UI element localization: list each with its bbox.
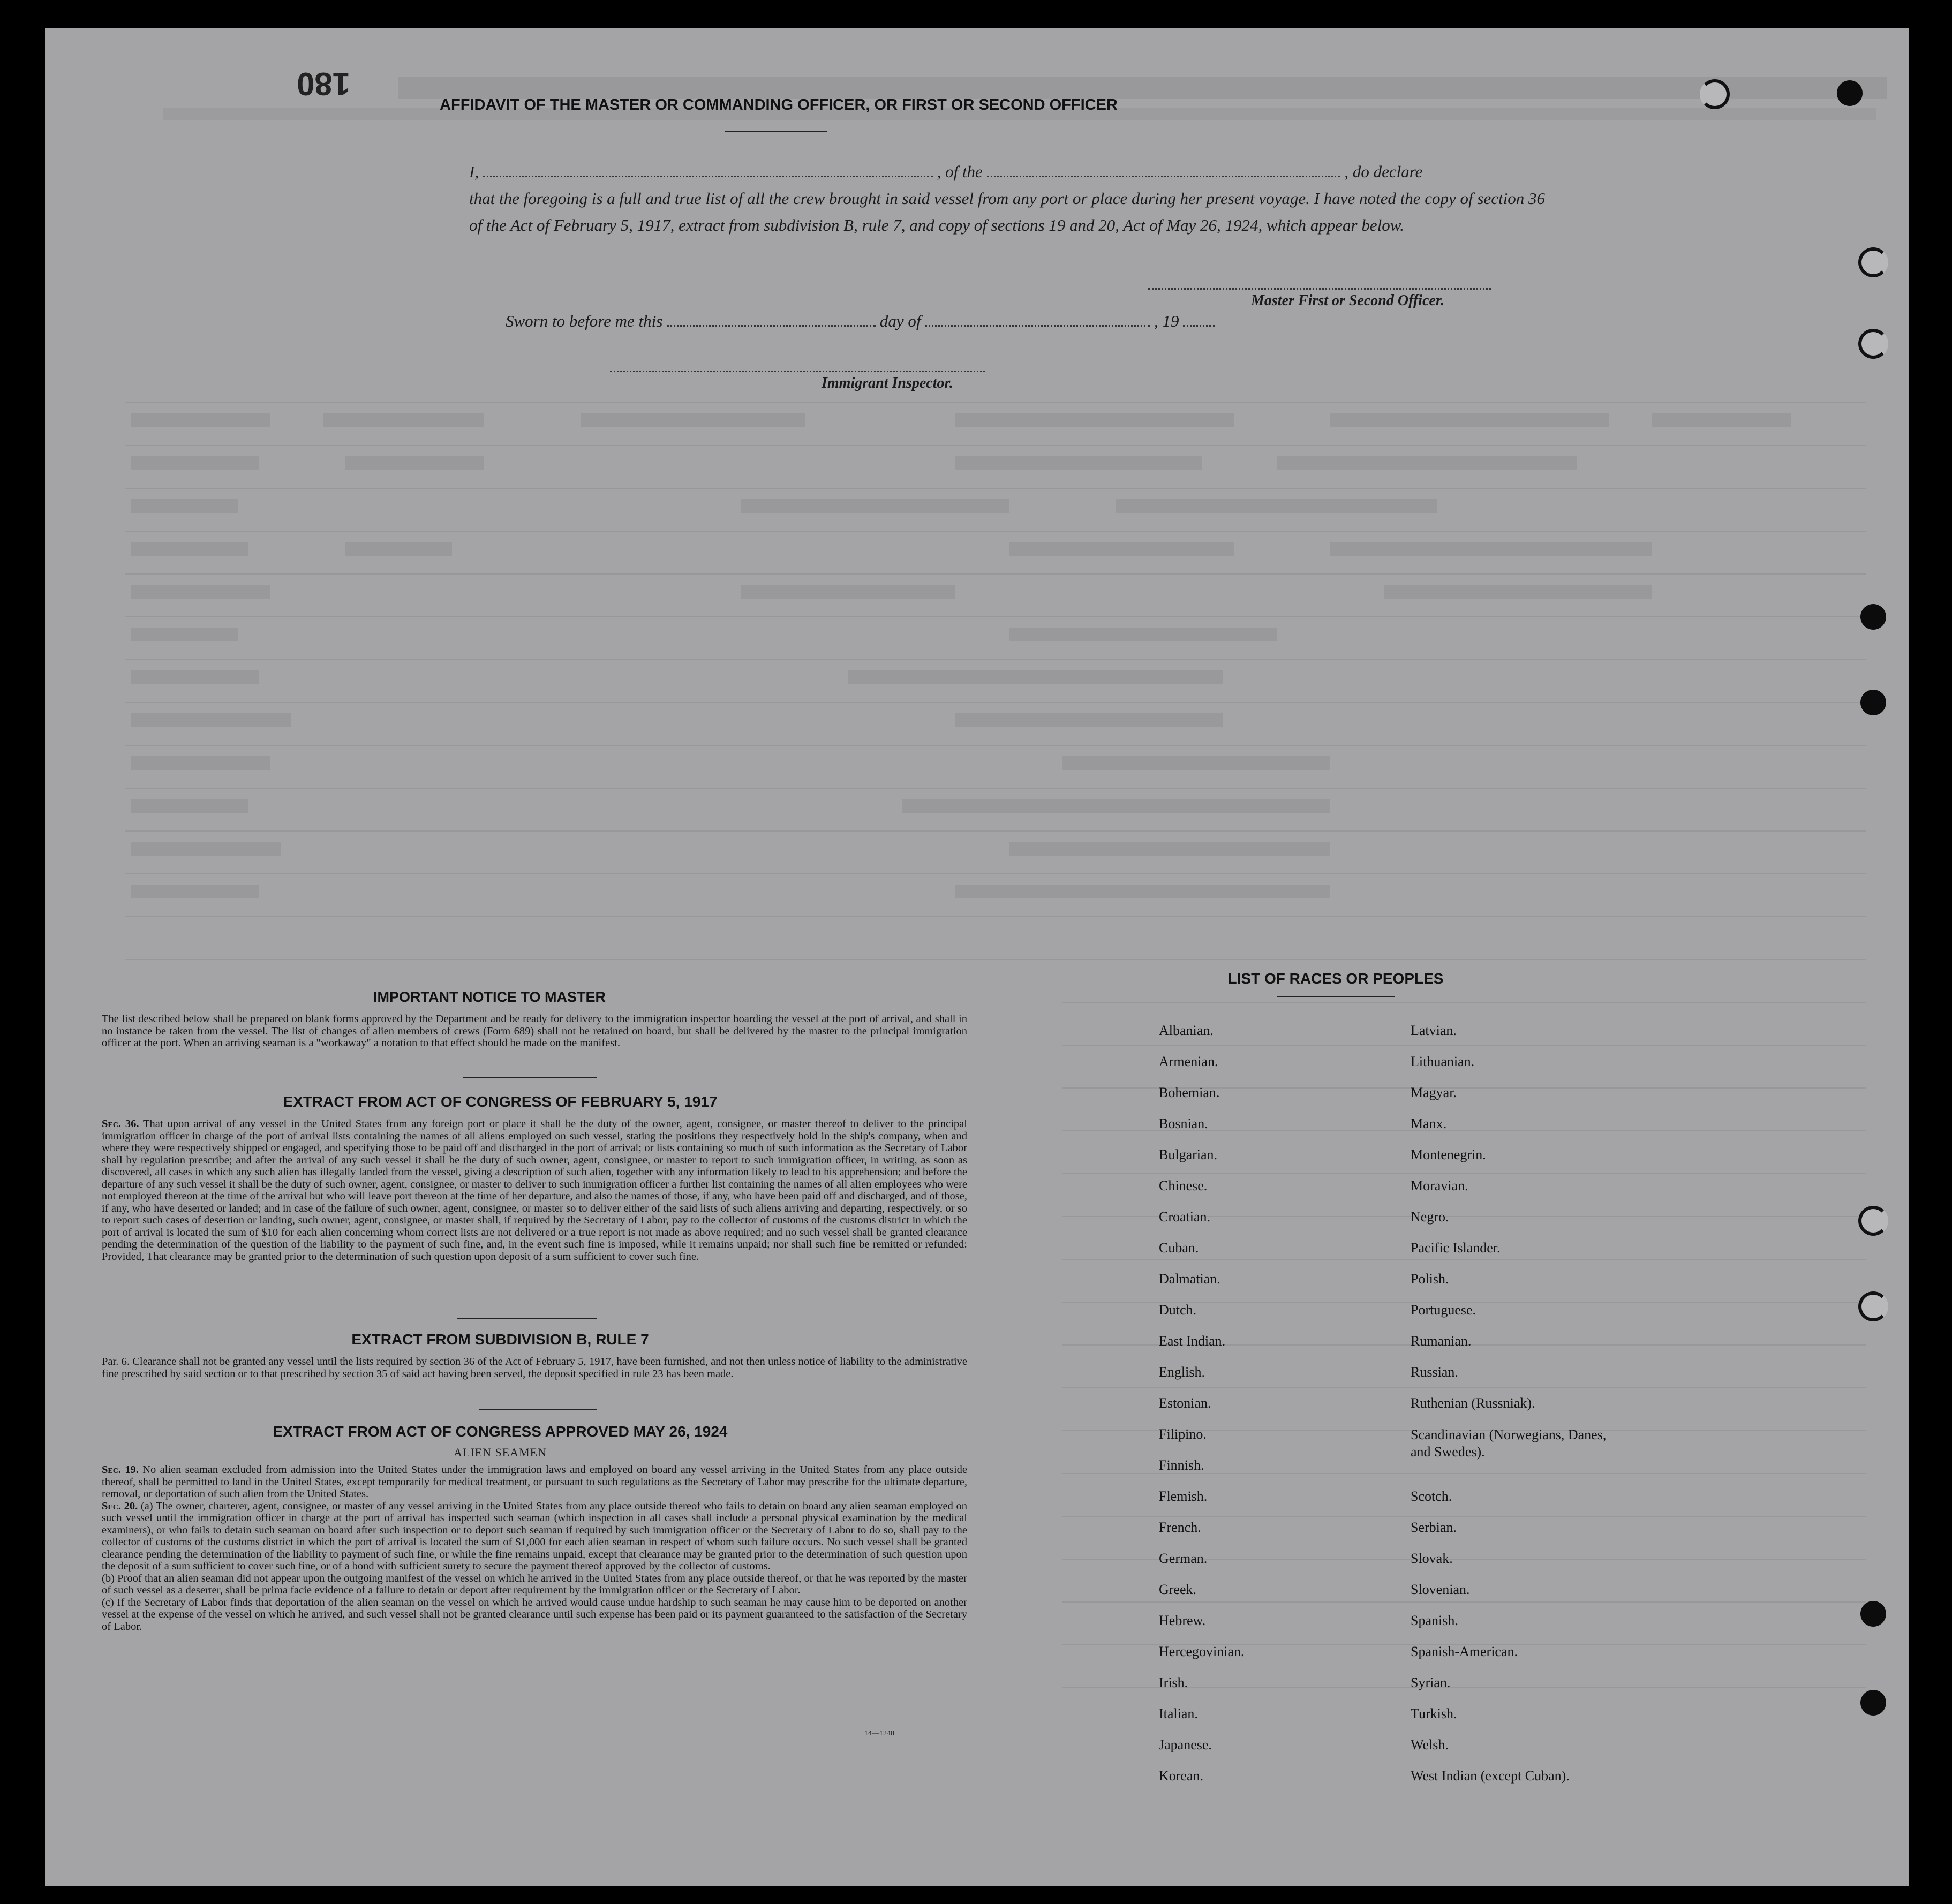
- race-item: Greek.: [1159, 1582, 1197, 1597]
- race-item: Portuguese.: [1411, 1302, 1476, 1318]
- vessel-name-field[interactable]: [987, 176, 1340, 177]
- sworn-month-field[interactable]: [925, 325, 1150, 327]
- race-item: Spanish.: [1411, 1613, 1458, 1628]
- extract-1924-text: [102, 1464, 967, 1633]
- race-item: Estonian.: [1159, 1395, 1211, 1411]
- master-signature-label: Master First or Second Officer.: [1251, 292, 1445, 309]
- declarant-name-field[interactable]: [483, 176, 933, 177]
- extract-1917-text: [102, 1118, 967, 1263]
- section-divider: [463, 1077, 597, 1078]
- race-item: Slovenian.: [1411, 1582, 1470, 1597]
- race-item: Ruthenian (Russniak).: [1411, 1395, 1535, 1411]
- year-prefix: , 19: [1154, 312, 1179, 330]
- race-item: Pacific Islander.: [1411, 1240, 1501, 1256]
- section-divider: [479, 1409, 597, 1410]
- notice-text: The list described below shall be prepared on blank forms approved by the Department and be ready for delivery to the immigration inspector boarding the vessel at the port of arrival, and shall in no instance be taken from the vessel. The list of changes of alien members of crews (Form 689) shall not be retained on board, but shall be delivered by the master to the principal immigration officer at the port. When an arriving seaman is a "workaway" a notation to that effect should be made on the manifest.: [102, 1013, 967, 1049]
- notice-title: IMPORTANT NOTICE TO MASTER: [373, 989, 606, 1005]
- race-item: Moravian.: [1411, 1178, 1468, 1193]
- sec-20a-paragraph: [102, 1500, 967, 1573]
- race-item: Armenian.: [1159, 1054, 1218, 1069]
- sworn-year-field[interactable]: [1183, 325, 1215, 327]
- sworn-line: [506, 312, 1215, 331]
- page-number: 180: [297, 66, 351, 102]
- title-underline: [725, 131, 827, 132]
- race-item: Polish.: [1411, 1271, 1449, 1287]
- sec-36-body: That upon arrival of any vessel in the United States from any foreign port or place it shall be the duty of the owner, agent, consignee, or master thereof to deliver to the principal immigration officer in charge of the port of arrival lists containing the names of all aliens employed on such vessel, stating the positions they respectively hold in the ship's company, when and where they were respectively shipped or engaged, and specifying those to be paid off and discharged in the port of arrival; or lists containing so much of such information as the Secretary of Labor shall by regulation prescribe; and after the arrival of any such vessel it shall be the duty of such owner, agent, consignee, or master to report to such immigration officer, in writing, as soon as discovered, all cases in which any such alien has illegally landed from the vessel, giving a description of such alien, together with any information likely to lead to his apprehension; and before the departure of any such vessel it shall be the duty of such owner, agent, consignee, or master to deliver to such immigration officer a further list containing the names of all alien employees who were not employed thereon at the time of the arrival but who will leave port thereon at the time of her departure, and also the names of those, if any, who have been paid off and discharged, and of those, if any, who have deserted or landed; and in case of the failure of such owner, agent, consignee, or master so to deliver either of the said lists of such aliens arriving and departing, respectively, or so to report such cases of desertion or landing, such owner, agent, consignee, or master shall, if required by the Secretary of Labor, pay to the collector of customs of the customs district in which the port of arrival is located the sum of $10 for each alien concerning whom correct lists are not delivered or a true report is not made as above required; and no such vessel shall be granted clearance pending the determination of the question of the liability to the payment of such fine, and, in the event such fine is imposed, while it remains unpaid; nor shall such fine be remitted or refunded: Provided, That clearance may be granted prior to the determination of such question upon deposit of a sum sufficient to cover such fine.: [102, 1118, 967, 1263]
- extract-1924-subtitle: ALIEN SEAMEN: [454, 1446, 547, 1459]
- race-item: Slovak.: [1411, 1551, 1453, 1566]
- declare-suffix: , do declare: [1344, 162, 1423, 181]
- race-item: Irish.: [1159, 1675, 1188, 1690]
- race-item: Hercegovinian.: [1159, 1644, 1245, 1659]
- punch-hole-icon: [1860, 1601, 1886, 1627]
- master-signature-line[interactable]: [1148, 288, 1491, 291]
- extract-1917-title: EXTRACT FROM ACT OF CONGRESS OF FEBRUARY 5, 1917: [283, 1093, 718, 1110]
- extract-rule7-title: EXTRACT FROM SUBDIVISION B, RULE 7: [351, 1331, 649, 1348]
- sworn-date-field[interactable]: [667, 325, 876, 327]
- declaration-line: [469, 158, 1562, 185]
- race-item: Manx.: [1411, 1116, 1447, 1131]
- declaration-body: that the foregoing is a full and true list of all the crew brought in said vessel from any port or place during her present voyage. I have noted the copy of section 36 of the Act of February 5, 1917, extract from subdivision B, rule 7, and copy of sections 19 and 20, Act of May 26, 1924, which appear below.: [469, 189, 1545, 235]
- race-item: Turkish.: [1411, 1706, 1457, 1721]
- race-item: East Indian.: [1159, 1333, 1226, 1349]
- race-item: Serbian.: [1411, 1520, 1457, 1535]
- race-item: German.: [1159, 1551, 1208, 1566]
- declarant-prefix: I,: [469, 162, 479, 181]
- race-item: Welsh.: [1411, 1737, 1449, 1752]
- race-item: Scotch.: [1411, 1489, 1452, 1504]
- punch-hole-icon: [1837, 80, 1863, 106]
- sec-19-paragraph: [102, 1464, 967, 1500]
- race-item: Japanese.: [1159, 1737, 1212, 1752]
- race-item: Dalmatian.: [1159, 1271, 1220, 1287]
- inspector-signature-label: Immigrant Inspector.: [822, 375, 953, 391]
- race-item: Magyar.: [1411, 1085, 1457, 1100]
- day-of-label: day of: [879, 312, 921, 330]
- race-item: Montenegrin.: [1411, 1147, 1486, 1162]
- race-item: Syrian.: [1411, 1675, 1451, 1690]
- race-item: English.: [1159, 1364, 1205, 1380]
- race-item: Bohemian.: [1159, 1085, 1220, 1100]
- document-sheet: [45, 28, 1909, 1886]
- race-item: Italian.: [1159, 1706, 1198, 1721]
- punch-hole-icon: [1860, 690, 1886, 715]
- race-item: Cuban.: [1159, 1240, 1199, 1256]
- punch-hole-icon: [1858, 247, 1888, 277]
- affidavit-declaration: [469, 158, 1562, 239]
- race-item: Latvian.: [1411, 1023, 1457, 1038]
- punch-hole-icon: [1860, 604, 1886, 630]
- race-item: Korean.: [1159, 1768, 1204, 1784]
- sec-19-body: No alien seaman excluded from admission into the United States under the immigration laws and employed on board any vessel arriving in the United States from any place outside thereof, shall be permitted to land in the United States, except temporarily for medical treatment, or pursuant to such regulations as the Secretary of Labor may prescribe for the ultimate departure, removal, or deportation of such alien from the United States.: [102, 1464, 967, 1500]
- race-item: Russian.: [1411, 1364, 1458, 1380]
- punch-hole-icon: [1700, 79, 1730, 109]
- extract-rule7-text: Par. 6. Clearance shall not be granted any vessel until the lists required by section 36 of the Act of February 5, 1917, have been furnished, and not then unless notice of liability to the administrative fine prescribed by said section or to that prescribed by section 35 of said act having been served, the deposit specified in rule 23 has been made.: [102, 1356, 967, 1380]
- sec-20b-paragraph: (b) Proof that an alien seaman did not appear upon the outgoing manifest of the vessel on which he arrived in the United States from any place outside thereof, or that he was reported by the master of such vessel as a deserter, shall be prima facie evidence of a failure to detain or deport after requirement by the immigration officer or the Secretary of Labor.: [102, 1572, 967, 1596]
- races-title: LIST OF RACES OR PEOPLES: [1227, 970, 1444, 987]
- race-item: Spanish-American.: [1411, 1644, 1518, 1659]
- sec-19-label: Sec. 19.: [102, 1464, 139, 1476]
- race-item: Albanian.: [1159, 1023, 1214, 1038]
- affidavit-title: AFFIDAVIT OF THE MASTER OR COMMANDING OFFICER, OR FIRST OR SECOND OFFICER: [440, 96, 1118, 114]
- race-item: Flemish.: [1159, 1489, 1208, 1504]
- races-underline: [1277, 996, 1395, 997]
- vessel-prefix: , of the: [937, 162, 983, 181]
- race-item: Lithuanian.: [1411, 1054, 1475, 1069]
- section-divider: [457, 1318, 597, 1319]
- race-item: Rumanian.: [1411, 1333, 1472, 1349]
- sec-20-label: Sec. 20.: [102, 1500, 138, 1512]
- race-item: French.: [1159, 1520, 1201, 1535]
- race-item: Filipino.: [1159, 1426, 1207, 1442]
- inspector-signature-line[interactable]: [610, 371, 985, 373]
- sworn-prefix: Sworn to before me this: [506, 312, 663, 330]
- punch-hole-icon: [1858, 1291, 1888, 1321]
- punch-hole-icon: [1860, 1690, 1886, 1716]
- punch-hole-icon: [1858, 1206, 1888, 1236]
- sec-20a-body: (a) The owner, charterer, agent, consignee, or master of any vessel arriving in the United States from any place outside thereof who fails to detain on board any alien seaman employed on such vessel until the immigration officer in charge at the port of arrival has inspected such seaman (which inspection in all cases shall include a personal physical examination by the medical examiners), or who fails to detain such seaman on board after such inspection or to deport such seaman if required by such immigration officer or the Secretary of Labor to do so, shall pay to the collector of customs of the customs district in which the port of arrival is located the sum of $1,000 for each alien seaman in respect of whom such failure occurs. No such vessel shall be granted clearance pending the determination of the liability to payment of such fine, or while the fine remains unpaid, except that clearance may be granted prior to the determination of such question upon the deposit of a sum sufficient to cover such fine, or of a bond with sufficient surety to secure the payment thereof approved by the collector of customs.: [102, 1500, 967, 1572]
- form-code: 14—1240: [864, 1729, 894, 1737]
- sec-20c-paragraph: (c) If the Secretary of Labor finds that deportation of the alien seaman on the vessel on which he arrived would cause undue hardship to such seaman he may cause him to be deported on another vessel at the expense of the vessel on which he arrived, and such vessel shall not be granted clearance until such expense has been paid or its payment guaranteed to the satisfaction of the Secretary of Labor.: [102, 1596, 967, 1633]
- race-item: Scandinavian (Norwegians, Danes, and Swedes).: [1411, 1427, 1607, 1460]
- race-item: Finnish.: [1159, 1457, 1204, 1473]
- race-item: Bosnian.: [1159, 1116, 1208, 1131]
- race-item: Negro.: [1411, 1209, 1449, 1225]
- race-item: Bulgarian.: [1159, 1147, 1218, 1162]
- race-item: West Indian (except Cuban).: [1411, 1768, 1570, 1784]
- punch-hole-icon: [1858, 329, 1888, 359]
- race-item: Hebrew.: [1159, 1613, 1206, 1628]
- race-item: Dutch.: [1159, 1302, 1197, 1318]
- sec-36-label: Sec. 36.: [102, 1118, 139, 1130]
- race-item: Croatian.: [1159, 1209, 1211, 1225]
- race-item: Chinese.: [1159, 1178, 1208, 1193]
- extract-1924-title: EXTRACT FROM ACT OF CONGRESS APPROVED MAY 26, 1924: [273, 1423, 728, 1440]
